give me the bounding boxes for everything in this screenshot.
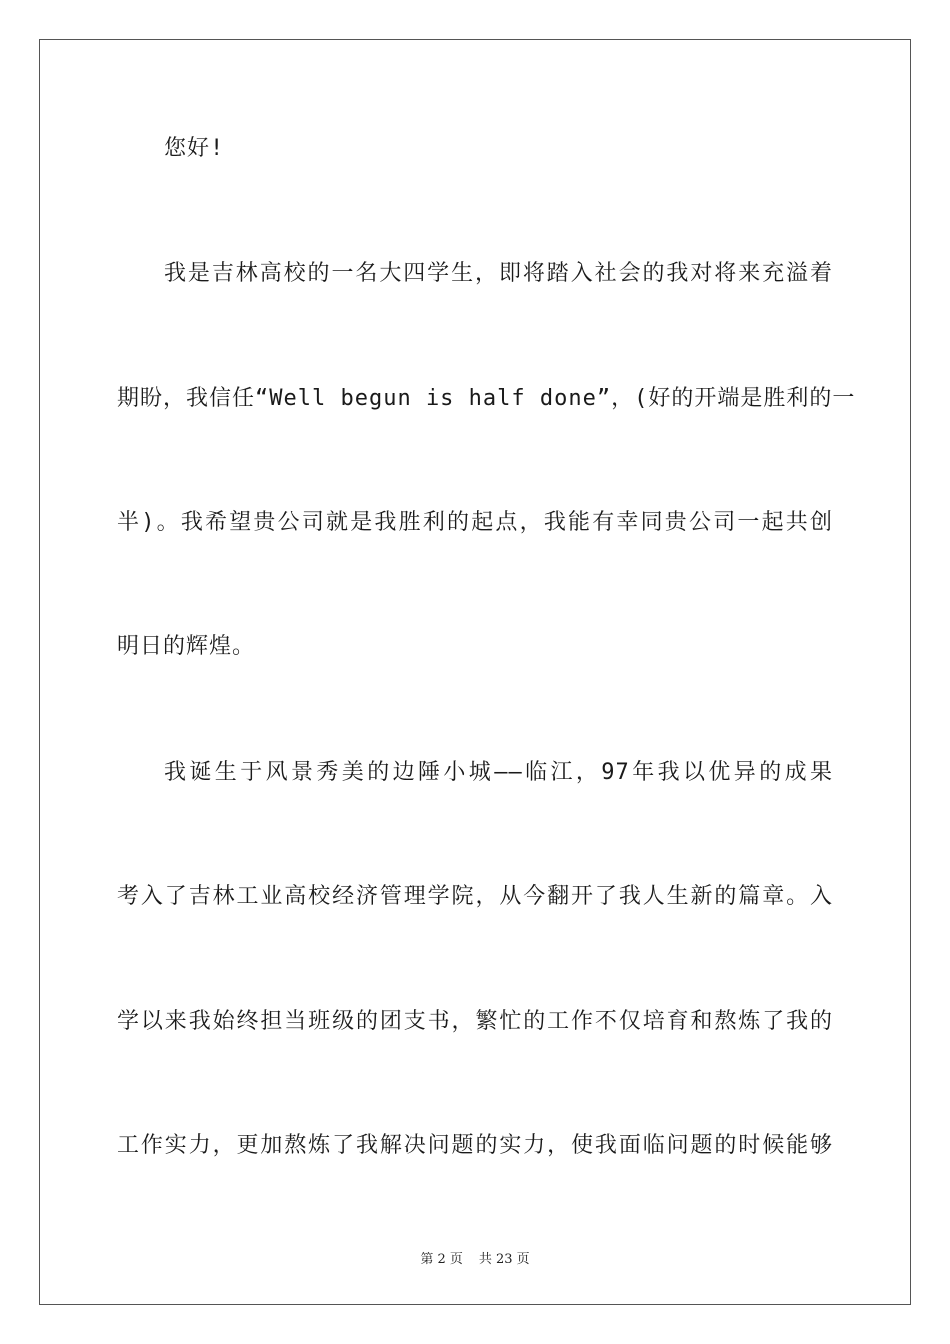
paragraph-line: 明日的辉煌。	[117, 634, 256, 659]
page-number: 第 2 页	[420, 1252, 463, 1267]
page-total: 共 23 页	[478, 1252, 530, 1267]
page-frame	[39, 39, 911, 1305]
paragraph-line: 期盼，我信任“Well begun is half done”，(好的开端是胜利的一	[117, 386, 856, 411]
paragraph-line: 考入了吉林工业高校经济管理学院，从今翻开了我人生新的篇章。入	[117, 884, 833, 909]
greeting-line: 您好!	[164, 136, 225, 161]
paragraph-line: 学以来我始终担当班级的团支书，繁忙的工作不仅培育和熬炼了我的	[117, 1009, 833, 1034]
paragraph-line: 我诞生于风景秀美的边陲小城——临江，97年我以优异的成果	[164, 760, 833, 785]
paragraph-line: 半)。我希望贵公司就是我胜利的起点，我能有幸同贵公司一起共创	[117, 510, 833, 535]
page-footer	[0, 1248, 950, 1267]
paragraph-line: 我是吉林高校的一名大四学生，即将踏入社会的我对将来充溢着	[164, 261, 833, 286]
paragraph-line: 工作实力，更加熬炼了我解决问题的实力，使我面临问题的时候能够	[117, 1133, 833, 1158]
